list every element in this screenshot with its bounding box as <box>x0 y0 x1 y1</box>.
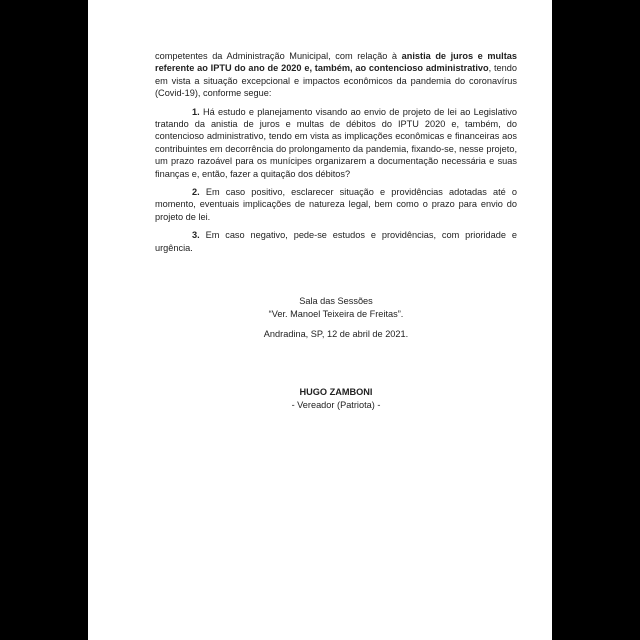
intro-text-1: competentes da Administração Municipal, com relação à <box>155 51 402 61</box>
document-date: Andradina, SP, 12 de abril de 2021. <box>263 328 409 339</box>
question-text: Em caso positivo, esclarecer situação e providências adotadas até o momento, eventuais implicações de natureza legal, bem como o prazo para envio do projeto de lei. <box>155 187 517 222</box>
question-item-3 <box>155 229 517 254</box>
question-number: 1. <box>192 106 200 117</box>
document-body <box>155 50 517 411</box>
question-item-2 <box>155 186 517 223</box>
signer-role: - Vereador (Patriota) - <box>291 399 381 410</box>
document-page <box>88 0 552 640</box>
intro-paragraph <box>155 50 517 100</box>
question-text: Em caso negativo, pede-se estudos e providências, com prioridade e urgência. <box>155 230 517 253</box>
sala-title: Sala das Sessões <box>299 296 373 307</box>
intro-bold-text: anistia de juros e multas referente ao IPTU do ano de 2020 e, também, ao contencioso administrativo <box>155 51 517 74</box>
question-item-1 <box>155 106 517 180</box>
sala-name: “Ver. Manoel Teixeira de Freitas”. <box>268 308 404 319</box>
signer-name: HUGO ZAMBONI <box>299 387 373 398</box>
intro-text-2: , tendo em vista a situação excepcional e impactos econômicos da pandemia do coronavírus (Covid-19), conforme segue: <box>155 63 517 99</box>
question-text: Há estudo e planejamento visando ao envio de projeto de lei ao Legislativo tratando da anistia de juros e multas de débitos do IPTU 2020 e, também, do contencioso administrativo, tendo em vista as implicações econômicas e financeiras aos contribuintes em decorrência do prolongamento da pandemia, fixando-se, nesse projeto, um prazo razoável para os munícipes organizarem a documentação necessária e suas finanças e, então, fazer a quitação dos débitos? <box>155 106 517 179</box>
question-number: 2. <box>192 187 200 198</box>
question-number: 3. <box>192 230 200 241</box>
